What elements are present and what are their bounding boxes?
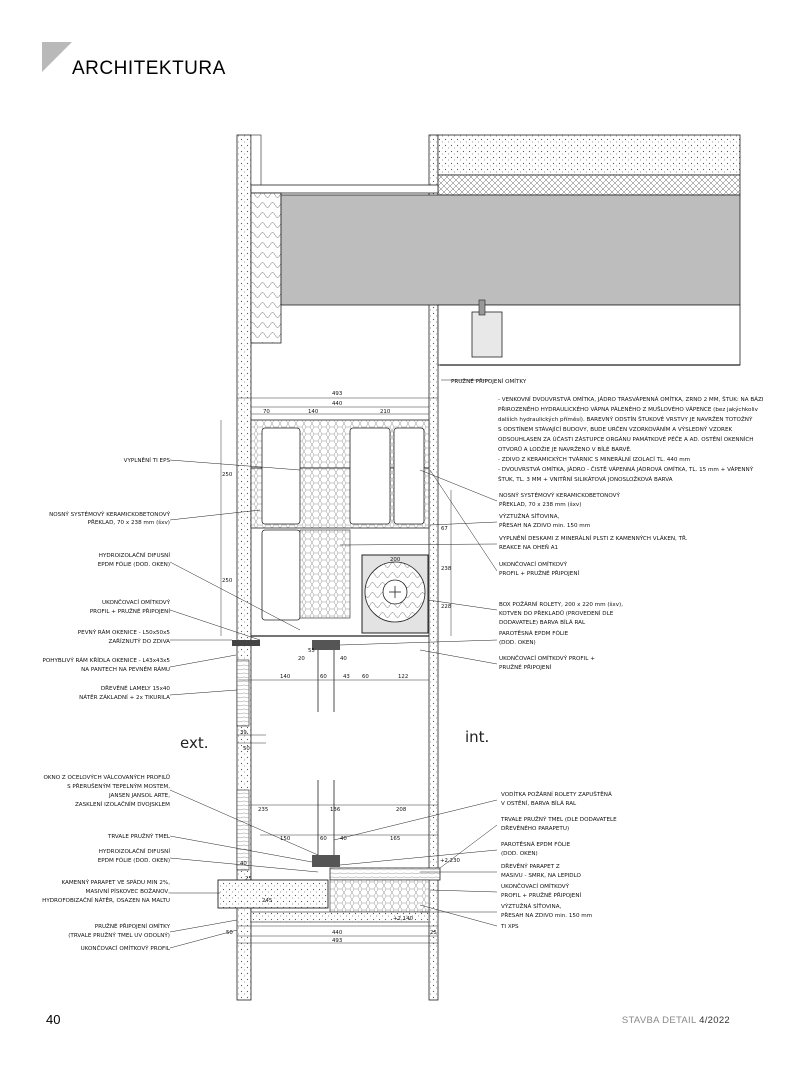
dim-head-small-2: 55: [308, 648, 315, 654]
label-r-parotesna-1: PAROTĚSNÁ EPDM FÓLIE: [499, 631, 569, 637]
dim-top-part-1: 70: [263, 409, 270, 415]
label-hydroizolace-lower-1: HYDROIZOLAČNÍ DIFUSNÍ: [98, 849, 170, 855]
label-drevene-lamely-1: DŘEVĚNÉ LAMELY 15x40: [100, 686, 170, 692]
label-ukoncovaci-lower-1: UKONČOVACÍ OMÍTKOVÝ: [501, 884, 569, 890]
label-r-sitovina-1: VÝZTUŽNÁ SÍŤOVINA,: [499, 514, 560, 520]
footer-magazine: [622, 1015, 730, 1026]
dim-bottom-4: 60: [362, 674, 369, 680]
label-r-preklad-2: PŘEKLAD, 70 x 238 mm (šxv): [499, 502, 582, 508]
label-voditka-1: VODÍTKA POŽÁRNÍ ROLETY ZAPUŠTĚNÁ: [501, 792, 612, 798]
dim-sill-small-2: 40: [240, 861, 247, 867]
spec-line-2: PŘIROZENĚHO HYDRAULICKÉHO VÁPNA PÁLENÉHO Z MUŠLOVÉHO VÁPENCE (bez jakýchkoliv: [498, 407, 758, 413]
dim-roller-box-height: 228: [441, 604, 452, 610]
labels-right-lower: [500, 790, 617, 930]
label-r-ukoncovaci-profil-1: UKONČOVACÍ OMÍTKOVÝ PROFIL +: [499, 656, 595, 662]
dim-sill-3: 208: [396, 807, 407, 813]
dim-top-part-2: 140: [308, 409, 319, 415]
dim-box: 200: [390, 557, 401, 563]
exterior-label: ext.: [180, 734, 209, 752]
footer-magazine-name: STAVBA DETAIL: [621, 1015, 697, 1026]
label-ukoncovaci-profil: UKONČOVACÍ OMÍTKOVÝ PROFIL: [80, 946, 170, 952]
label-okno-2: S PŘERUŠENÝM TEPELNÝM MOSTEM,: [67, 784, 170, 790]
dim-sill2-1: 150: [280, 836, 291, 842]
dim-bottom-2: 60: [320, 674, 327, 680]
label-pruzne-pripojeni-1: PRUŽNÉ PŘIPOJENÍ OMÍTKY: [94, 924, 170, 930]
label-sitovina-lower-1: VÝZTUŽNÁ SÍŤOVINA,: [501, 904, 562, 910]
dim-height-right-1: 67: [441, 526, 448, 532]
label-voditka-2: V OSTĚNÍ, BARVA BÍLÁ RAL: [501, 801, 577, 807]
labels-right-mid: [499, 491, 688, 671]
label-nosny-preklad-2: PŘEKLAD, 70 x 238 mm (šxv): [87, 520, 170, 526]
dim-sill-bottom-2: 440: [332, 930, 343, 936]
label-vyplneni-eps: VYPLNĚNÍ TI EPS: [123, 458, 170, 464]
label-tmel: TRVALE PRUŽNÝ TMEL: [107, 834, 170, 840]
label-tmel-parapet-1: TRVALE PRUŽNÝ TMEL (DLE DODAVATELE: [501, 817, 617, 823]
dim-top-total: 493: [332, 391, 343, 397]
dim-sill-bottom-1: 50: [226, 930, 233, 936]
label-r-preklad-1: NOSNÝ SYSTÉMOVÝ KERAMICKOBETONOVÝ: [499, 493, 620, 499]
label-r-parotesna-2: (DOD. OKEN): [499, 640, 536, 646]
dim-bottom-3: 43: [343, 674, 350, 680]
dim-sill2-3: 40: [340, 836, 347, 842]
label-ukoncovaci-lower-2: PROFIL + PRUŽNÉ PŘIPOJENÍ: [501, 893, 582, 899]
dim-level-1: +2,230: [440, 858, 460, 864]
interior-label: int.: [465, 728, 490, 746]
label-sitovina-lower-2: PŘESAH NA ZDIVO min. 150 mm: [501, 913, 593, 919]
dim-sill-small-1: 245: [262, 898, 273, 904]
spec-line-1: - VENKOVNÍ DVOUVRSTVÁ OMÍTKA, JÁDRO TRASVÁPENNÁ OMÍTKA, ZRNO 2 MM, ŠTUK: NA BÁZI: [498, 397, 764, 403]
dim-sill2-2: 60: [320, 836, 327, 842]
section-title: ARCHITEKTURA: [72, 58, 226, 79]
label-r-ukoncovaci-profil-2: PRUŽNÉ PŘIPOJENÍ: [499, 665, 552, 671]
spec-line-8: - DVOUVRSTVÁ OMÍTKA, JÁDRO - ČISTĚ VÁPENNÁ JÁDROVÁ OMÍTKA, TL. 15 mm + VÁPENNÝ: [498, 467, 754, 473]
spec-note: [498, 396, 764, 483]
dim-head-small-1: 20: [298, 656, 305, 662]
label-dreveny-parapet-2: MASIVU - SMRK, NA LEPIDLO: [501, 873, 581, 879]
dim-bottom-1: 140: [280, 674, 291, 680]
label-r-box-2: KOTVEN DO PŘEKLADŮ (PROVEDENÍ DLE: [499, 611, 614, 617]
label-okno-3: JANSEN JANSOL ARTE,: [108, 793, 170, 799]
page-number: 40: [46, 1012, 61, 1027]
label-pevny-ram-1: PEVNÝ RÁM OKENICE - L50x50x5: [77, 630, 170, 636]
label-pruzne-pripojeni-omitky: PRUŽNÉ PŘIPOJENÍ OMÍTKY: [451, 379, 527, 385]
dim-bottom-5: 122: [398, 674, 409, 680]
footer-issue: 4/2022: [699, 1015, 730, 1026]
label-r-box-1: BOX POŽÁRNÍ ROLETY, 200 x 220 mm (šxv),: [499, 602, 624, 608]
label-pevny-ram-2: ZAŘÍZNUTÝ DO ZDIVA: [108, 639, 170, 645]
label-pohyblivy-ram-1: POHYBLIVÝ RÁM KŘÍDLA OKENICE - L43x43x5: [42, 658, 170, 664]
dim-height-left-1: 250: [222, 472, 233, 478]
label-parotesna-lower-1: PAROTĚSNÁ EPDM FÓLIE: [501, 842, 571, 848]
dim-ext-small-2: 50: [243, 746, 250, 752]
spec-line-6: OTVORŮ A LODŽIE JE NAVRŽENO V BÍLÉ BARVĚ.: [498, 447, 632, 453]
label-pruzne-pripojeni-2: (TRVALE PRUŽNÝ TMEL UV ODOLNÝ): [68, 933, 170, 939]
label-ti-xps: TI XPS: [501, 924, 519, 930]
spec-line-7: - ZDIVO Z KERAMICKÝCH TVÁRNIC S MINERÁLNÍ IZOLACÍ TL. 440 mm: [498, 457, 691, 463]
dim-sill-bottom-4: 25: [430, 930, 437, 936]
label-pohyblivy-ram-2: NA PANTECH NA PEVNÉM RÁMU: [81, 667, 170, 673]
label-hydroizolace-2: EPDM FÓLIE (DOD. OKEN): [97, 562, 170, 568]
label-ukoncovaci-1: UKONČOVACÍ OMÍTKOVÝ: [102, 600, 170, 606]
label-hydroizolace-1: HYDROIZOLAČNÍ DIFUSNÍ: [98, 553, 170, 559]
labels-left-lower: [42, 774, 171, 952]
spec-line-3: dalších hydraulických příměsí). BAREVNÝ ODSTÍN ŠTUKOVÉ VRSTVY JE NAVRŽEN TOTOŽNÝ: [498, 417, 753, 423]
spec-line-9: ŠTUK, TL. 3 MM + VNITŘNÍ SILIKÁTOVÁ JONOSLOŽKOVÁ BARVA: [498, 477, 673, 483]
dim-sill2-4: 165: [390, 836, 401, 842]
label-nosny-preklad-1: NOSNÝ SYSTÉMOVÝ KERAMICKOBETONOVÝ: [49, 512, 170, 518]
dim-height-left-2: 250: [222, 578, 233, 584]
label-hydroizolace-lower-2: EPDM FÓLIE (DOD. OKEN): [97, 858, 170, 864]
dim-level-2: +2,140: [393, 916, 413, 922]
dim-sill-small-3: 25: [245, 876, 252, 882]
label-parotesna-lower-2: (DOD. OKEN): [501, 851, 538, 857]
dim-height-right-2: 238: [441, 566, 452, 572]
dim-top-wall: 440: [332, 401, 343, 407]
dim-ext-small-1: 39: [240, 730, 247, 736]
label-r-ukoncovaci-1: UKONČOVACÍ OMÍTKOVÝ: [499, 562, 567, 568]
label-r-plst-2: REAKCE NA OHEŇ A1: [499, 545, 559, 551]
label-okno-4: ZASKLENÍ IZOLAČNÍM DVOJSKLEM: [74, 802, 170, 808]
dim-sill-2: 136: [330, 807, 341, 813]
label-okno-1: OKNO Z OCELOVÝCH VÁLCOVANÝCH PROFILŮ: [43, 775, 170, 781]
label-kamenny-parapet-2: MASIVNÍ PÍSKOVEC BOŽANOV,: [85, 889, 170, 895]
label-r-plst-1: VYPLNĚNÍ DESKAMI Z MINERÁLNÍ PLSTI Z KAMENNÝCH VLÁKEN, TŘ.: [499, 536, 688, 542]
dim-top-part-3: 210: [380, 409, 391, 415]
label-r-ukoncovaci-2: PROFIL + PRUŽNÉ PŘIPOJENÍ: [499, 571, 580, 577]
dim-sill-1: 235: [258, 807, 269, 813]
label-ukoncovaci-2: PROFIL + PRUŽNÉ PŘIPOJENÍ: [89, 609, 170, 615]
dim-head-small-3: 40: [340, 656, 347, 662]
label-kamenny-parapet-1: KAMENNÝ PARAPET VE SPÁDU MIN 2%,: [61, 880, 170, 886]
label-tmel-parapet-2: DŘEVĚNÉHO PARAPETU): [501, 826, 570, 832]
label-dreveny-parapet-1: DŘEVĚNÝ PARAPET Z: [501, 864, 560, 870]
label-kamenny-parapet-3: HYDROFOBIZAČNÍ NÁTĚR, OSAZEN NA MALTU: [42, 898, 170, 904]
label-drevene-lamely-2: NÁTĚR ZÁKLADNÍ + 2x TIKURILA: [79, 695, 170, 701]
ceiling-slab: [251, 135, 740, 365]
label-r-box-3: DODAVATELE) BARVA BÍLÁ RAL: [499, 620, 586, 626]
labels-left-upper: [43, 456, 171, 701]
dim-sill-bottom-3: 493: [332, 938, 343, 944]
spec-line-4: S ODSTÍNEM STÁVAJÍCÍ BUDOVY, BUDE URČEN VZORKOVÁNÍM A VÝSLEDNÝ VZOREK: [498, 427, 733, 433]
label-r-sitovina-2: PŘESAH NA ZDIVO min. 150 mm: [499, 523, 591, 529]
spec-line-5: ODSOUHLASEN ZA ÚČASTI ZÁSTUPCE ORGÁNU PAMÁTKOVÉ PÉČE A AD. OSTĚNÍ OKENNÍCH: [498, 437, 754, 443]
